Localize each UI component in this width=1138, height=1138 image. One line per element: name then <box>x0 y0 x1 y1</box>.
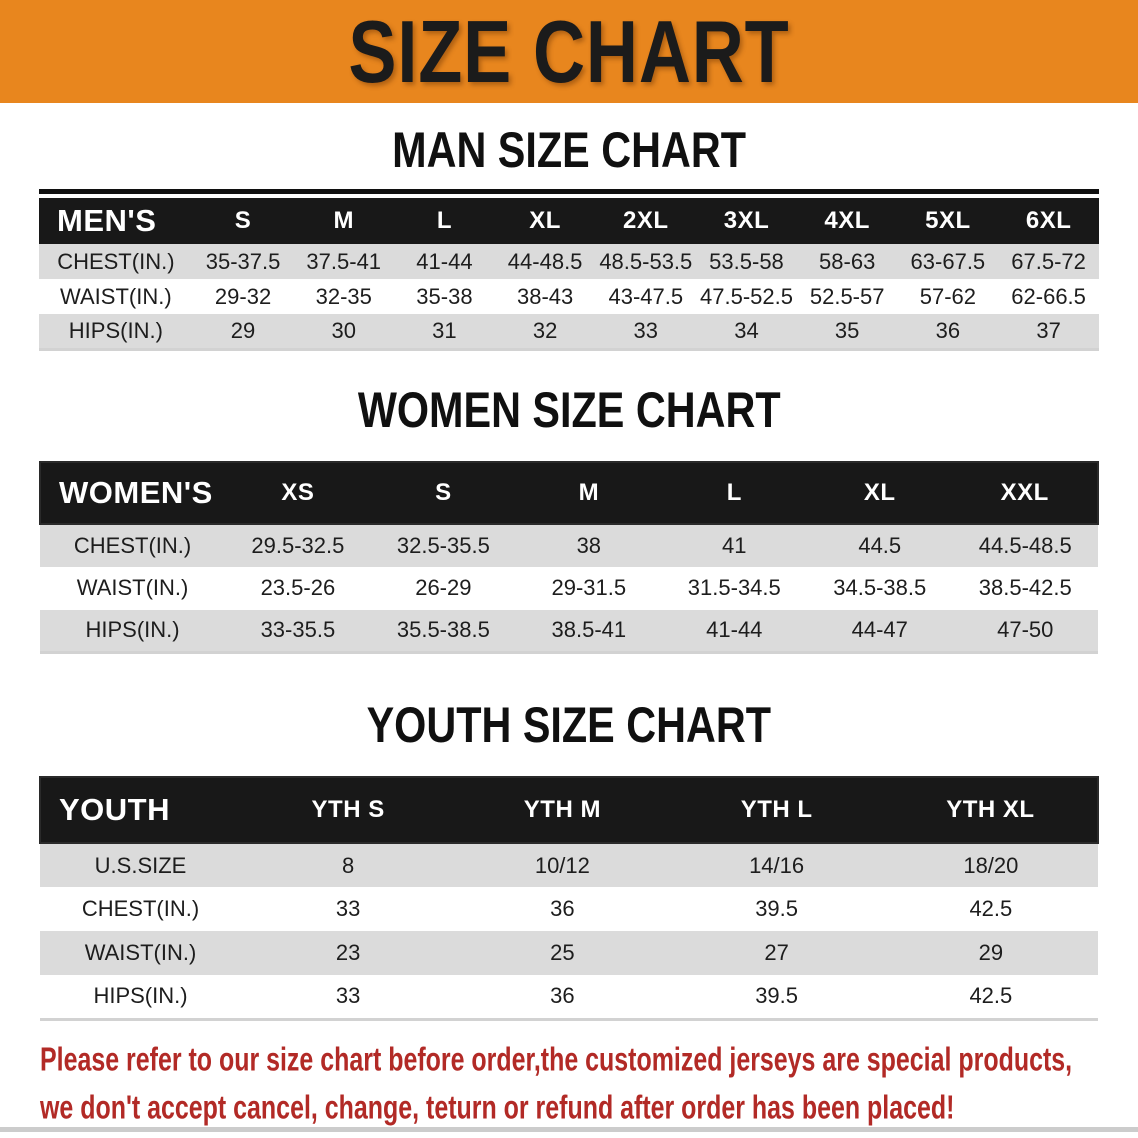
women-size-column-5: XL <box>863 478 896 506</box>
men-value-cell: 57-62 <box>919 283 976 309</box>
men-section-heading <box>0 103 1138 189</box>
disclaimer-line-1 <box>40 1035 1138 1083</box>
men-value-cell: 52.5-57 <box>809 283 885 309</box>
men-table-top-rule <box>39 189 1099 194</box>
youth-header-row <box>40 777 1098 843</box>
men-value-cell: 33 <box>633 317 659 343</box>
men-value-cell: 43-47.5 <box>608 283 684 309</box>
men-row-label: CHEST(IN.) <box>57 248 175 274</box>
men-size-column-9: 6XL <box>1025 207 1072 234</box>
youth-size-column-2: YTH M <box>523 796 601 823</box>
youth-size-column-3: YTH L <box>740 796 813 823</box>
women-value-cell: 41-44 <box>706 617 763 643</box>
women-section-heading-text: WOMEN SIZE CHART <box>357 380 781 438</box>
women-size-table <box>39 461 1099 655</box>
men-value-cell: 37.5-41 <box>306 248 382 274</box>
youth-row-label: HIPS(IN.) <box>93 983 188 1009</box>
women-row-3 <box>40 610 1098 653</box>
women-value-cell: 29-31.5 <box>551 575 627 600</box>
youth-value-cell: 33 <box>335 983 361 1009</box>
men-header-row <box>39 198 1099 244</box>
men-value-cell: 47.5-52.5 <box>700 283 793 309</box>
youth-row-1 <box>40 843 1098 887</box>
women-size-column-2: S <box>435 478 452 506</box>
women-header-row <box>40 462 1098 524</box>
women-value-cell: 32.5-35.5 <box>396 532 490 558</box>
bottom-divider <box>0 1127 1138 1132</box>
women-value-cell: 44.5-48.5 <box>978 532 1072 558</box>
women-size-column-3: M <box>578 478 600 506</box>
youth-value-cell: 25 <box>550 940 575 965</box>
youth-row-3 <box>40 931 1098 975</box>
men-value-cell: 34 <box>734 317 759 343</box>
men-value-cell: 44-48.5 <box>507 248 583 274</box>
men-size-table <box>39 198 1099 351</box>
youth-value-cell: 10/12 <box>534 852 590 878</box>
men-value-cell: 31 <box>432 317 457 343</box>
women-value-cell: 38.5-41 <box>551 617 627 643</box>
men-row-1 <box>39 244 1099 279</box>
youth-value-cell: 42.5 <box>969 983 1013 1009</box>
men-value-cell: 32-35 <box>315 283 372 309</box>
youth-section-heading <box>0 654 1138 776</box>
youth-row-label: WAIST(IN.) <box>84 940 197 965</box>
men-value-cell: 63-67.5 <box>910 248 986 274</box>
men-size-column-6: 3XL <box>723 207 770 234</box>
youth-row-4 <box>40 975 1098 1019</box>
women-section-heading <box>0 351 1138 461</box>
men-group-label: MEN'S <box>57 203 157 238</box>
youth-value-cell: 8 <box>342 852 355 878</box>
men-value-cell: 38-43 <box>516 283 574 309</box>
men-size-column-2: M <box>333 207 354 234</box>
youth-size-column-1: YTH S <box>311 796 385 823</box>
men-row-3 <box>39 314 1099 349</box>
youth-group-label: YOUTH <box>59 792 170 827</box>
women-value-cell: 44-47 <box>851 617 908 643</box>
women-value-cell: 29.5-32.5 <box>251 532 345 558</box>
women-value-cell: 34.5-38.5 <box>833 575 927 600</box>
women-size-column-4: L <box>726 478 742 506</box>
women-value-cell: 41 <box>722 532 747 558</box>
men-size-column-7: 4XL <box>824 207 870 234</box>
youth-section-heading-text: YOUTH SIZE CHART <box>366 696 772 753</box>
youth-value-cell: 23 <box>335 940 361 965</box>
women-value-cell: 31.5-34.5 <box>687 575 781 600</box>
women-value-cell: 23.5-26 <box>260 575 336 600</box>
women-size-section <box>0 351 1138 655</box>
men-value-cell: 29-32 <box>214 283 272 309</box>
women-value-cell: 38.5-42.5 <box>978 575 1072 600</box>
women-row-1 <box>40 524 1098 567</box>
youth-row-2 <box>40 887 1098 931</box>
men-value-cell: 29 <box>230 317 256 343</box>
banner <box>0 0 1138 103</box>
women-value-cell: 38 <box>576 532 602 558</box>
men-size-column-1: S <box>234 207 252 234</box>
youth-value-cell: 33 <box>335 896 361 921</box>
men-value-cell: 37 <box>1036 317 1061 343</box>
page-title: SIZE CHART <box>348 1 790 101</box>
women-row-label: WAIST(IN.) <box>76 575 189 600</box>
youth-value-cell: 14/16 <box>749 852 805 878</box>
men-value-cell: 36 <box>935 317 961 343</box>
men-section-heading-text: MAN SIZE CHART <box>392 121 746 178</box>
men-size-column-3: L <box>436 207 452 234</box>
youth-value-cell: 36 <box>550 983 575 1009</box>
disclaimer-line-2 <box>40 1083 1138 1131</box>
youth-size-column-4: YTH XL <box>946 796 1035 823</box>
women-value-cell: 35.5-38.5 <box>396 617 490 643</box>
men-value-cell: 35-38 <box>416 283 473 309</box>
youth-value-cell: 39.5 <box>755 983 799 1009</box>
men-row-2 <box>39 279 1099 314</box>
youth-value-cell: 29 <box>978 940 1004 965</box>
women-value-cell: 33-35.5 <box>260 617 336 643</box>
men-size-column-5: 2XL <box>623 207 669 234</box>
men-value-cell: 32 <box>532 317 558 343</box>
women-size-column-6: XXL <box>1000 478 1049 506</box>
women-value-cell: 47-50 <box>997 617 1054 643</box>
women-row-2 <box>40 567 1098 610</box>
men-row-label: WAIST(IN.) <box>60 283 172 309</box>
youth-value-cell: 39.5 <box>755 896 799 921</box>
women-group-label: WOMEN'S <box>59 474 213 510</box>
women-value-cell: 26-29 <box>415 575 472 600</box>
men-value-cell: 67.5-72 <box>1011 248 1086 274</box>
men-value-cell: 62-66.5 <box>1011 283 1086 309</box>
disclaimer-line-2-text: we don't accept cancel, change, teturn or refund after order has been placed! <box>40 1087 955 1126</box>
men-row-label: HIPS(IN.) <box>68 317 163 343</box>
women-row-label: HIPS(IN.) <box>85 617 180 643</box>
youth-row-label: U.S.SIZE <box>94 852 187 878</box>
men-size-section <box>0 103 1138 351</box>
disclaimer-line-1-text: Please refer to our size chart before order,the customized jerseys are special products, <box>40 1039 1073 1078</box>
disclaimer <box>0 1035 1138 1131</box>
women-row-label: CHEST(IN.) <box>73 532 192 558</box>
men-value-cell: 53.5-58 <box>709 248 784 274</box>
men-value-cell: 35 <box>834 317 860 343</box>
women-size-column-1: XS <box>281 478 315 506</box>
youth-size-table <box>39 776 1099 1021</box>
men-value-cell: 58-63 <box>819 248 876 274</box>
youth-value-cell: 36 <box>550 896 575 921</box>
women-value-cell: 44.5 <box>858 532 902 558</box>
youth-value-cell: 18/20 <box>963 852 1019 878</box>
men-size-column-8: 5XL <box>925 207 971 234</box>
men-value-cell: 35-37.5 <box>205 248 281 274</box>
youth-size-section <box>0 654 1138 1021</box>
men-value-cell: 48.5-53.5 <box>599 248 693 274</box>
youth-row-label: CHEST(IN.) <box>81 896 200 921</box>
youth-value-cell: 42.5 <box>969 896 1013 921</box>
youth-value-cell: 27 <box>764 940 789 965</box>
men-size-column-4: XL <box>529 207 561 234</box>
men-value-cell: 30 <box>331 317 356 343</box>
men-value-cell: 41-44 <box>416 248 473 274</box>
